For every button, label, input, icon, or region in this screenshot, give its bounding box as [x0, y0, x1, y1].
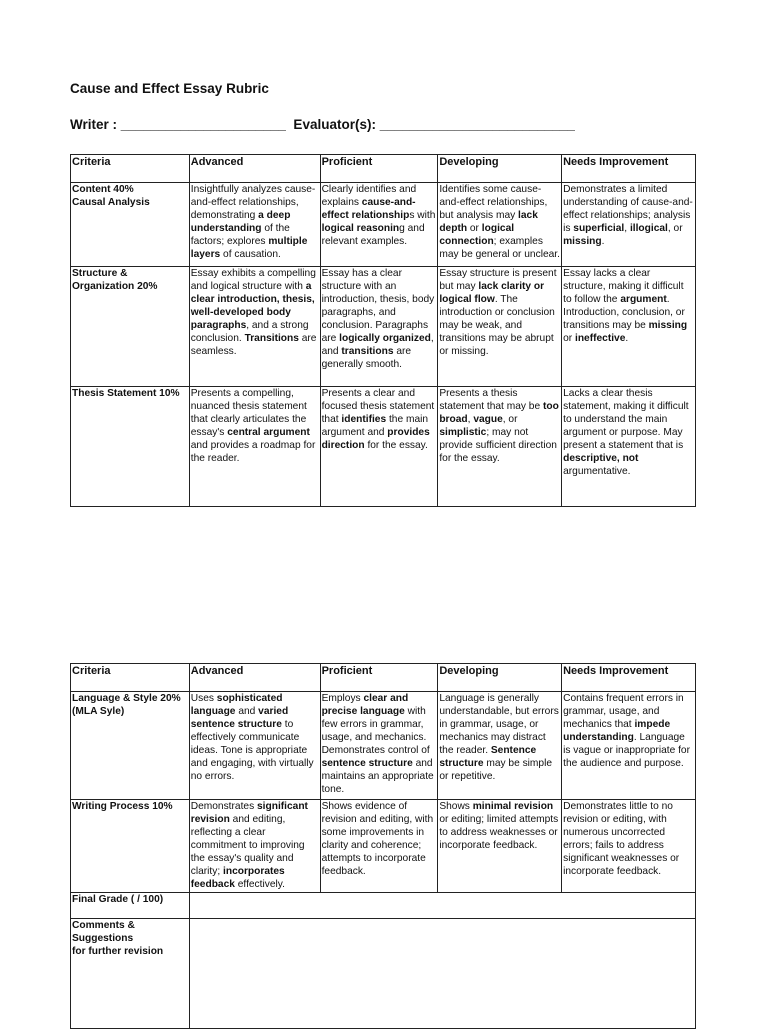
comments-field[interactable] — [189, 919, 695, 1029]
advanced-cell: Essay exhibits a compelling and logical structure with a clear introduction, thesis, well-developed body paragraphs, and a strong conclusion. Transitions are seamless. — [189, 267, 320, 387]
final-grade-field[interactable] — [189, 893, 695, 919]
final-grade-label: Final Grade ( / 100) — [71, 893, 190, 919]
developing-cell: Shows minimal revision or editing; limited attempts to address weaknesses or incorporate feedback. — [438, 800, 562, 893]
row-structure — [71, 267, 696, 387]
needs-improvement-cell: Demonstrates a limited understanding of cause-and-effect relationships; analysis is superficial, illogical, or missing. — [562, 183, 696, 267]
criteria-cell: Thesis Statement 10% — [71, 387, 190, 507]
needs-improvement-cell: Contains frequent errors in grammar, usage, and mechanics that impede understanding. Language is vague or inappropriate for the audience and purpose. — [562, 692, 696, 800]
criteria-cell: Structure & Organization 20% — [71, 267, 190, 387]
header-row — [71, 664, 696, 692]
advanced-cell: Uses sophisticated language and varied sentence structure to effectively communicate ideas. Tone is appropriate and engaging, with virtually no errors. — [189, 692, 320, 800]
rubric-table-part-1 — [70, 154, 696, 507]
header-proficient: Proficient — [320, 155, 438, 183]
header-advanced: Advanced — [189, 155, 320, 183]
developing-cell: Language is generally understandable, but errors in grammar, usage, or mechanics may distract the reader. Sentence structure may be simple or repetitive. — [438, 692, 562, 800]
header-criteria: Criteria — [71, 155, 190, 183]
writer-evaluator-line: Writer : ______________________ Evaluator(s): __________________________ — [70, 117, 575, 132]
header-needs-improvement: Needs Improvement — [562, 664, 696, 692]
criteria-cell: Content 40% Causal Analysis — [71, 183, 190, 267]
comments-label: Comments & Suggestions for further revision — [71, 919, 190, 1029]
header-developing: Developing — [438, 664, 562, 692]
proficient-cell: Employs clear and precise language with few errors in grammar, usage, and mechanics. Demonstrates control of sentence structure and maintains an appropriate tone. — [320, 692, 438, 800]
row-writing-process — [71, 800, 696, 893]
proficient-cell: Clearly identifies and explains cause-and-effect relationships with logical reasoning and relevant examples. — [320, 183, 438, 267]
row-final-grade — [71, 893, 696, 919]
proficient-cell: Shows evidence of revision and editing, with some improvements in clarity and coherence; attempts to incorporate feedback. — [320, 800, 438, 893]
row-thesis — [71, 387, 696, 507]
row-comments — [71, 919, 696, 1029]
page-title: Cause and Effect Essay Rubric — [70, 81, 269, 96]
advanced-cell: Presents a compelling, nuanced thesis statement that clearly articulates the essay's central argument and provides a roadmap for the reader. — [189, 387, 320, 507]
row-language-style — [71, 692, 696, 800]
advanced-cell: Demonstrates significant revision and editing, reflecting a clear commitment to improving the essay's quality and clarity; incorporates feedback effectively. — [189, 800, 320, 893]
row-content — [71, 183, 696, 267]
developing-cell: Presents a thesis statement that may be too broad, vague, or simplistic; may not provide sufficient direction for the essay. — [438, 387, 562, 507]
needs-improvement-cell: Demonstrates little to no revision or editing, with numerous uncorrected errors; fails to address significant weaknesses or incorporate feedback. — [562, 800, 696, 893]
header-advanced: Advanced — [189, 664, 320, 692]
criteria-cell: Language & Style 20% (MLA Syle) — [71, 692, 190, 800]
header-criteria: Criteria — [71, 664, 190, 692]
developing-cell: Essay structure is present but may lack clarity or logical flow. The introduction or conclusion may be weak, and transitions may be abrupt or missing. — [438, 267, 562, 387]
proficient-cell: Essay has a clear structure with an introduction, thesis, body paragraphs, and conclusion. Paragraphs are logically organized, and transitions are generally smooth. — [320, 267, 438, 387]
developing-cell: Identifies some cause-and-effect relationships, but analysis may lack depth or logical connection; examples may be general or unclear. — [438, 183, 562, 267]
needs-improvement-cell: Lacks a clear thesis statement, making it difficult to understand the main argument or purpose. May present a statement that is descriptive, not argumentative. — [562, 387, 696, 507]
header-row — [71, 155, 696, 183]
header-needs-improvement: Needs Improvement — [562, 155, 696, 183]
needs-improvement-cell: Essay lacks a clear structure, making it difficult to follow the argument. Introduction, conclusion, or transitions may be missing or ineffective. — [562, 267, 696, 387]
advanced-cell: Insightfully analyzes cause-and-effect relationships, demonstrating a deep understanding of the factors; explores multiple layers of causation. — [189, 183, 320, 267]
header-proficient: Proficient — [320, 664, 438, 692]
rubric-table-part-2 — [70, 663, 696, 1029]
header-developing: Developing — [438, 155, 562, 183]
criteria-cell: Writing Process 10% — [71, 800, 190, 893]
proficient-cell: Presents a clear and focused thesis statement that identifies the main argument and provides direction for the essay. — [320, 387, 438, 507]
